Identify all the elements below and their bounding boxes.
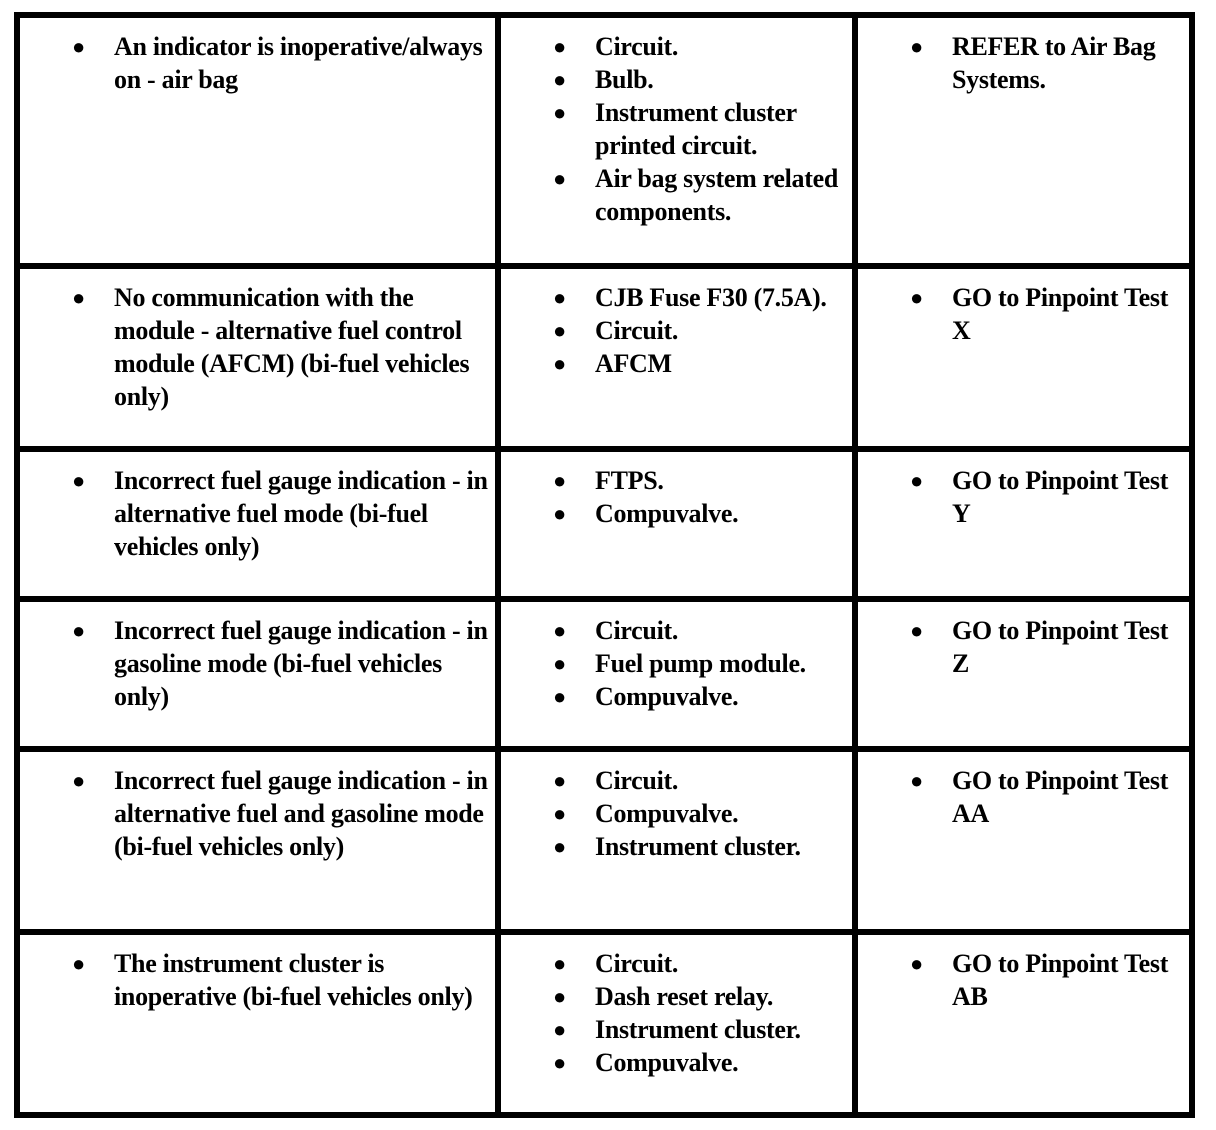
condition-text: No communication with the module - alternative fuel control module (AFCM) (bi-fuel vehicles only) bbox=[114, 283, 470, 411]
bullet-icon: ● bbox=[72, 951, 85, 976]
source-cell bbox=[498, 599, 855, 749]
list-item bbox=[505, 764, 848, 797]
bullet-icon: ● bbox=[553, 684, 566, 709]
condition-cell bbox=[17, 599, 498, 749]
bullet-icon: ● bbox=[553, 468, 566, 493]
source-text: Circuit. bbox=[595, 616, 679, 645]
source-text: Instrument cluster. bbox=[595, 1015, 801, 1044]
table-row bbox=[17, 932, 1192, 1115]
bullet-icon: ● bbox=[553, 34, 566, 59]
bullet-icon: ● bbox=[910, 951, 923, 976]
list-item bbox=[505, 497, 848, 530]
diagnostic-table bbox=[14, 12, 1195, 1118]
bullet-icon: ● bbox=[553, 285, 566, 310]
list-item bbox=[505, 96, 848, 162]
source-text: Compuvalve. bbox=[595, 499, 739, 528]
list-item bbox=[505, 347, 848, 380]
list-item bbox=[24, 947, 491, 1013]
bullet-icon: ● bbox=[553, 951, 566, 976]
list-item bbox=[862, 30, 1185, 96]
list-item bbox=[505, 1013, 848, 1046]
bullet-icon: ● bbox=[553, 801, 566, 826]
condition-cell bbox=[17, 15, 498, 266]
list-item bbox=[505, 647, 848, 680]
condition-cell bbox=[17, 449, 498, 599]
list-item bbox=[505, 464, 848, 497]
condition-text: Incorrect fuel gauge indication - in alternative fuel mode (bi-fuel vehicles only) bbox=[114, 466, 488, 561]
source-text: Compuvalve. bbox=[595, 799, 739, 828]
list-item bbox=[24, 614, 491, 713]
list-item bbox=[862, 947, 1185, 1013]
source-text: Circuit. bbox=[595, 32, 679, 61]
source-text: AFCM bbox=[595, 349, 672, 378]
source-text: Circuit. bbox=[595, 316, 679, 345]
source-cell bbox=[498, 749, 855, 932]
bullet-icon: ● bbox=[553, 768, 566, 793]
list-item bbox=[24, 464, 491, 563]
bullet-icon: ● bbox=[72, 618, 85, 643]
action-cell bbox=[855, 599, 1192, 749]
list-item bbox=[505, 314, 848, 347]
bullet-icon: ● bbox=[553, 166, 566, 191]
action-cell bbox=[855, 449, 1192, 599]
source-text: Dash reset relay. bbox=[595, 982, 774, 1011]
table-row bbox=[17, 749, 1192, 932]
bullet-icon: ● bbox=[72, 468, 85, 493]
action-text: GO to Pinpoint Test Y bbox=[952, 466, 1169, 528]
action-text: GO to Pinpoint Test AB bbox=[952, 949, 1169, 1011]
bullet-icon: ● bbox=[72, 34, 85, 59]
bullet-icon: ● bbox=[553, 67, 566, 92]
action-cell bbox=[855, 749, 1192, 932]
action-cell bbox=[855, 266, 1192, 449]
source-text: FTPS. bbox=[595, 466, 664, 495]
list-item bbox=[24, 30, 491, 96]
list-item bbox=[505, 980, 848, 1013]
list-item bbox=[505, 797, 848, 830]
table-row bbox=[17, 449, 1192, 599]
table-row bbox=[17, 266, 1192, 449]
condition-cell bbox=[17, 749, 498, 932]
condition-text: Incorrect fuel gauge indication - in gasoline mode (bi-fuel vehicles only) bbox=[114, 616, 488, 711]
condition-text: Incorrect fuel gauge indication - in alternative fuel and gasoline mode (bi-fuel vehicles only) bbox=[114, 766, 488, 861]
action-cell bbox=[855, 15, 1192, 266]
condition-cell bbox=[17, 932, 498, 1115]
list-item bbox=[24, 764, 491, 863]
source-text: Fuel pump module. bbox=[595, 649, 806, 678]
list-item bbox=[505, 680, 848, 713]
source-text: Compuvalve. bbox=[595, 682, 739, 711]
bullet-icon: ● bbox=[553, 318, 566, 343]
action-text: GO to Pinpoint Test X bbox=[952, 283, 1169, 345]
list-item bbox=[862, 281, 1185, 347]
source-cell bbox=[498, 449, 855, 599]
list-item bbox=[505, 830, 848, 863]
bullet-icon: ● bbox=[553, 834, 566, 859]
source-text: Circuit. bbox=[595, 766, 679, 795]
table-row bbox=[17, 15, 1192, 266]
list-item bbox=[862, 764, 1185, 830]
source-text: Compuvalve. bbox=[595, 1048, 739, 1077]
list-item bbox=[862, 464, 1185, 530]
source-cell bbox=[498, 15, 855, 266]
list-item bbox=[505, 1046, 848, 1079]
list-item bbox=[505, 63, 848, 96]
bullet-icon: ● bbox=[910, 34, 923, 59]
source-text: Circuit. bbox=[595, 949, 679, 978]
bullet-icon: ● bbox=[910, 618, 923, 643]
source-text: Bulb. bbox=[595, 65, 654, 94]
bullet-icon: ● bbox=[553, 984, 566, 1009]
action-text: REFER to Air Bag Systems. bbox=[952, 32, 1156, 94]
source-cell bbox=[498, 932, 855, 1115]
list-item bbox=[24, 281, 491, 413]
bullet-icon: ● bbox=[553, 651, 566, 676]
bullet-icon: ● bbox=[553, 351, 566, 376]
list-item bbox=[505, 162, 848, 228]
source-text: Instrument cluster printed circuit. bbox=[595, 98, 797, 160]
bullet-icon: ● bbox=[910, 768, 923, 793]
list-item bbox=[505, 614, 848, 647]
list-item bbox=[505, 281, 848, 314]
bullet-icon: ● bbox=[910, 468, 923, 493]
source-text: Air bag system related components. bbox=[595, 164, 839, 226]
bullet-icon: ● bbox=[72, 285, 85, 310]
bullet-icon: ● bbox=[553, 618, 566, 643]
bullet-icon: ● bbox=[553, 100, 566, 125]
source-text: CJB Fuse F30 (7.5A). bbox=[595, 283, 827, 312]
list-item bbox=[505, 30, 848, 63]
bullet-icon: ● bbox=[910, 285, 923, 310]
list-item bbox=[862, 614, 1185, 680]
bullet-icon: ● bbox=[553, 501, 566, 526]
bullet-icon: ● bbox=[553, 1017, 566, 1042]
condition-text: The instrument cluster is inoperative (bi-fuel vehicles only) bbox=[114, 949, 473, 1011]
action-text: GO to Pinpoint Test Z bbox=[952, 616, 1169, 678]
condition-cell bbox=[17, 266, 498, 449]
source-text: Instrument cluster. bbox=[595, 832, 801, 861]
bullet-icon: ● bbox=[553, 1050, 566, 1075]
action-text: GO to Pinpoint Test AA bbox=[952, 766, 1169, 828]
condition-text: An indicator is inoperative/always on - air bag bbox=[114, 32, 483, 94]
list-item bbox=[505, 947, 848, 980]
source-cell bbox=[498, 266, 855, 449]
bullet-icon: ● bbox=[72, 768, 85, 793]
table-row bbox=[17, 599, 1192, 749]
action-cell bbox=[855, 932, 1192, 1115]
